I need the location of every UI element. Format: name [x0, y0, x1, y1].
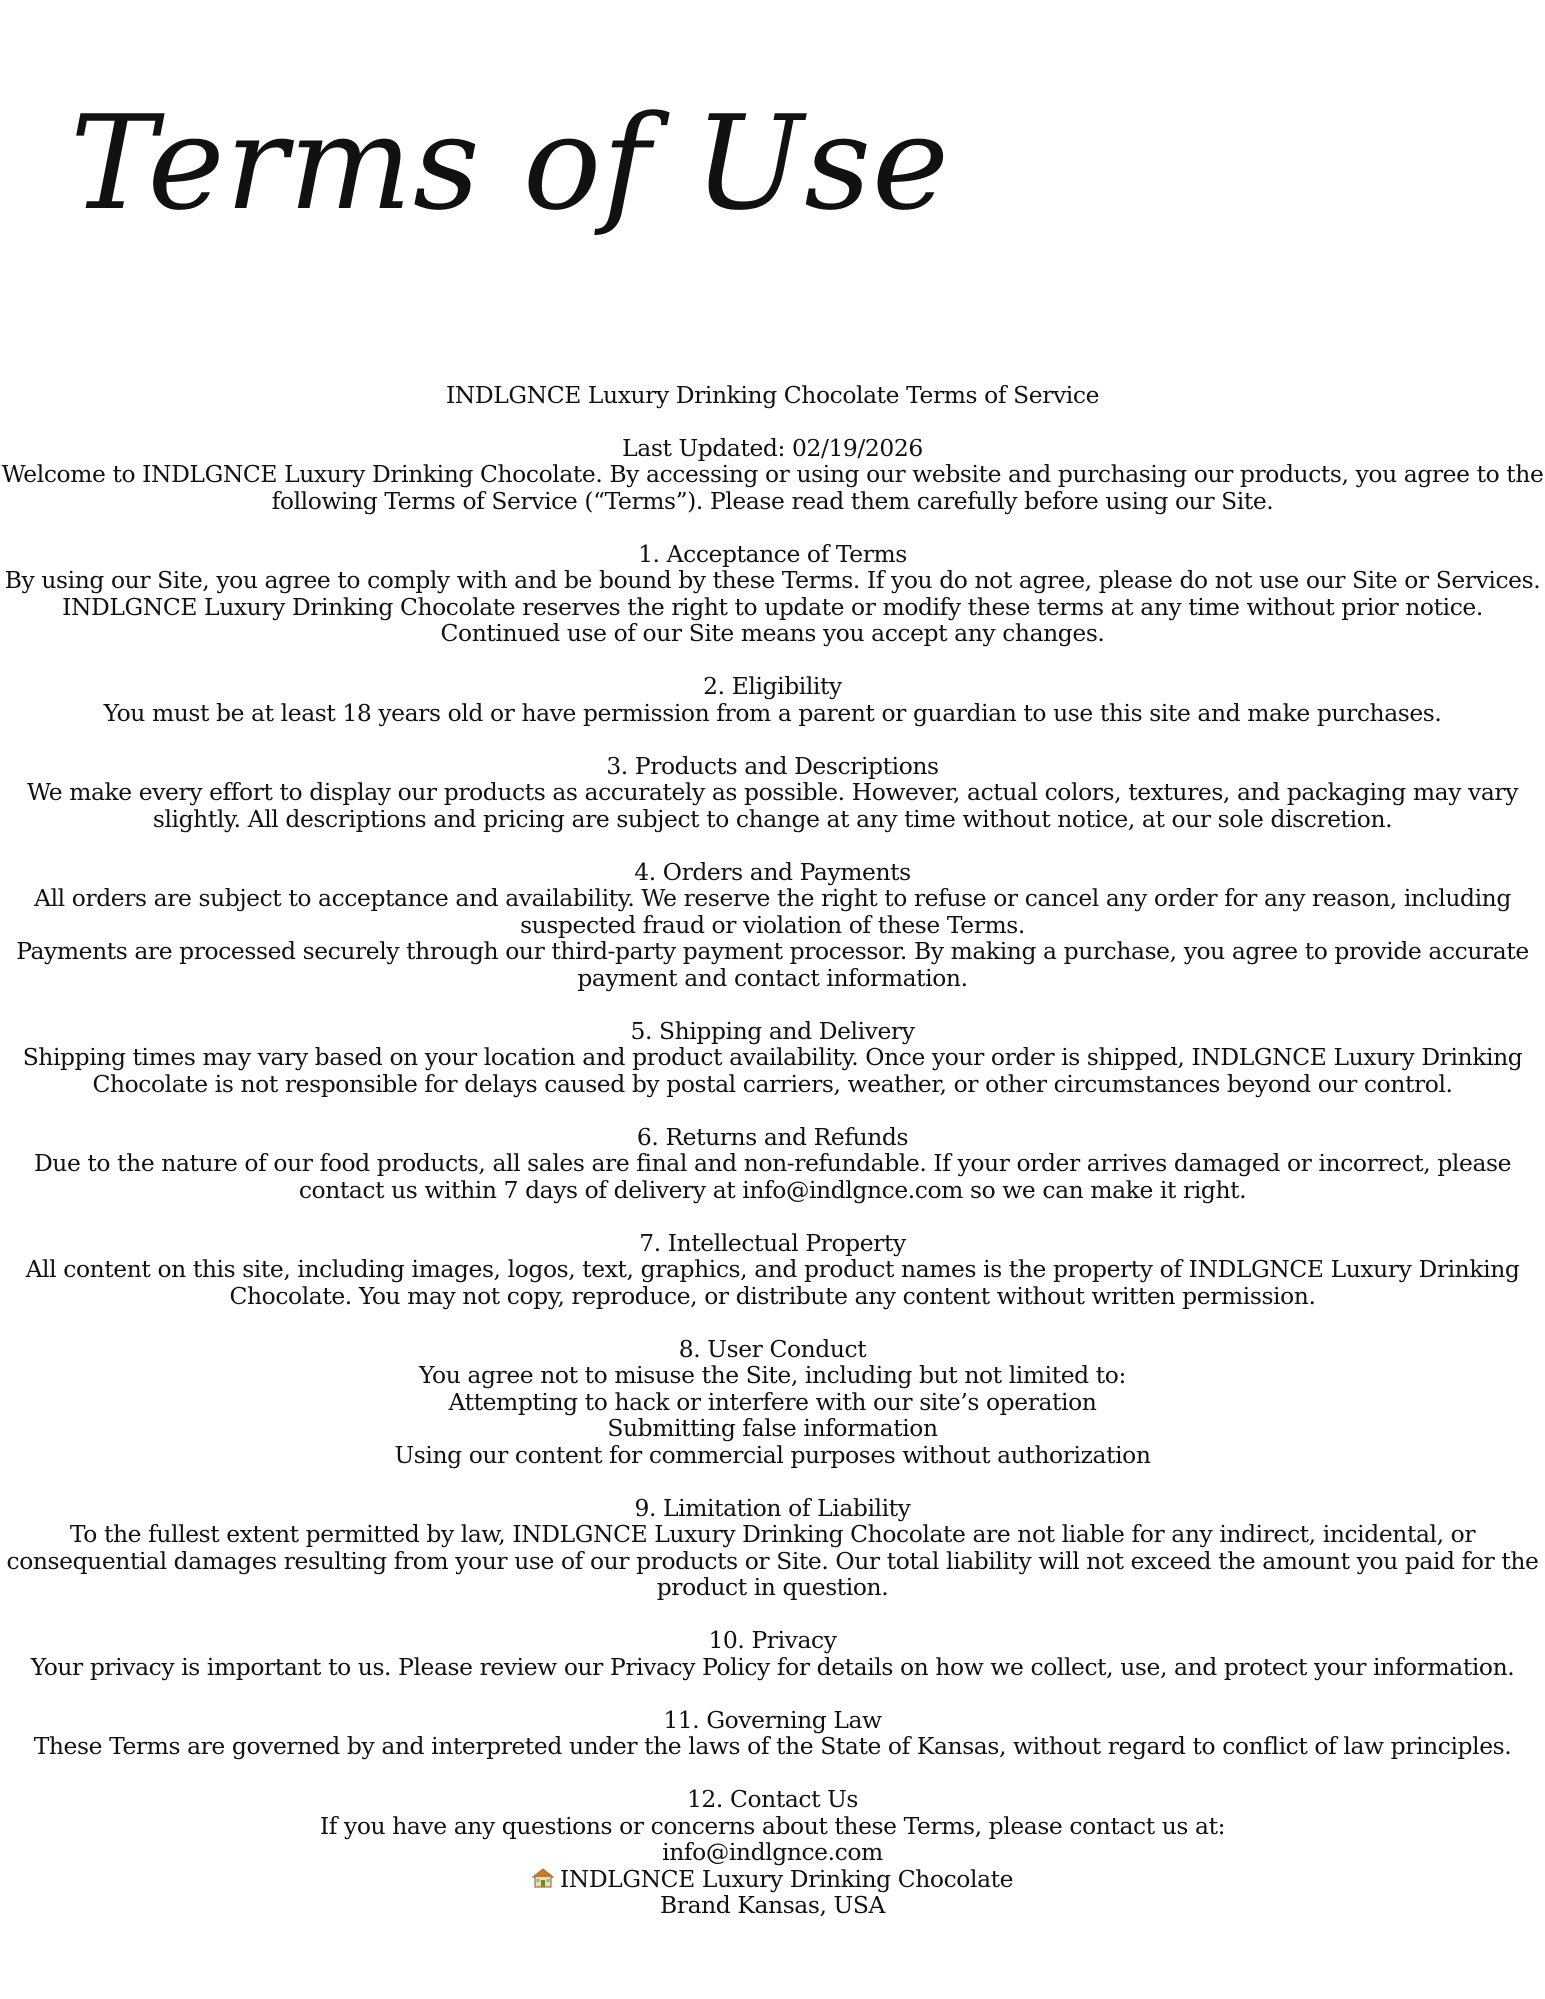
house-icon [532, 1868, 554, 1888]
section-text: All content on this site, including images, logos, text, graphics, and product names is the property of INDLGNCE Luxury Drinking Chocolate. You may not copy, reproduce, or distribute any content without written permission. [25, 1255, 1520, 1310]
section-text: Your privacy is important to us. Please review our Privacy Policy for details on how we collect, use, and protect your information. [30, 1652, 1515, 1681]
section-title: 6. Returns and Refunds [636, 1122, 909, 1151]
section-user-conduct [0, 1336, 1545, 1469]
section-eligibility [0, 673, 1545, 726]
section-acceptance [0, 541, 1545, 647]
section-returns [0, 1124, 1545, 1204]
section-intellectual-property [0, 1230, 1545, 1310]
contact-business-name: INDLGNCE Luxury Drinking Chocolate [559, 1864, 1014, 1893]
section-text: All orders are subject to acceptance and availability. We reserve the right to refuse or cancel any order for any reason, including suspected fraud or violation of these Terms. [34, 884, 1511, 939]
last-updated: Last Updated: 02/19/2026 [622, 433, 923, 462]
section-title: 1. Acceptance of Terms [638, 539, 907, 568]
intro-paragraph: Welcome to INDLGNCE Luxury Drinking Chocolate. By accessing or using our website and purchasing our products, you agree to the following Terms of Service (“Terms”). Please read them carefully before using our Site. [1, 460, 1544, 515]
section-title: 3. Products and Descriptions [606, 751, 939, 780]
section-privacy [0, 1627, 1545, 1680]
page-title: Terms of Use [70, 87, 950, 239]
section-title: 5. Shipping and Delivery [630, 1016, 915, 1045]
section-text: Due to the nature of our food products, all sales are final and non-refundable. If your order arrives damaged or incorrect, please contact us within 7 days of delivery at info@indlgnce.com so we can make it right. [33, 1149, 1512, 1204]
section-title: 11. Governing Law [663, 1705, 882, 1734]
contact-email: info@indlgnce.com [662, 1838, 883, 1866]
conduct-list-item: Attempting to hack or interfere with our site’s operation [448, 1387, 1097, 1416]
section-title: 2. Eligibility [703, 672, 842, 700]
contact-business [0, 1866, 1545, 1893]
section-title: 8. User Conduct [678, 1334, 867, 1363]
section-title: 10. Privacy [708, 1626, 837, 1654]
section-text: You must be at least 18 years old or have permission from a parent or guardian to use this site and make purchases. [103, 698, 1442, 727]
section-title: 9. Limitation of Liability [634, 1493, 911, 1522]
section-text: To the fullest extent permitted by law, INDLGNCE Luxury Drinking Chocolate are not liable for any indirect, incidental, or consequential damages resulting from your use of our products or Site. Our total liability will not exceed the amount you paid for the product in question. [6, 1520, 1539, 1601]
section-text: Shipping times may vary based on your location and product availability. Once your order is shipped, INDLGNCE Luxury Drinking Chocolate is not responsible for delays caused by postal carriers, weather, or other circumstances beyond our control. [22, 1043, 1523, 1098]
section-liability [0, 1495, 1545, 1601]
terms-body [0, 382, 1545, 1919]
section-shipping [0, 1018, 1545, 1098]
section-text: You agree not to misuse the Site, including but not limited to: [419, 1361, 1126, 1389]
document-heading: INDLGNCE Luxury Drinking Chocolate Terms of Service [445, 381, 1100, 409]
section-governing-law [0, 1707, 1545, 1760]
section-products [0, 753, 1545, 833]
conduct-list-item: Using our content for commercial purposes without authorization [394, 1440, 1151, 1469]
section-text: We make every effort to display our products as accurately as possible. However, actual colors, textures, and packaging may vary slightly. All descriptions and pricing are subject to change at any time without notice, at our sole discretion. [26, 778, 1519, 833]
section-text: Payments are processed securely through our third-party payment processor. By making a purchase, you agree to provide accurate payment and contact information. [16, 937, 1529, 992]
conduct-list-item: Submitting false information [607, 1414, 938, 1442]
contact-prompt: If you have any questions or concerns about these Terms, please contact us at: [319, 1811, 1226, 1840]
section-title: 7. Intellectual Property [639, 1228, 906, 1257]
section-text: These Terms are governed by and interpreted under the laws of the State of Kansas, without regard to conflict of law principles. [33, 1732, 1512, 1760]
section-text: By using our Site, you agree to comply with and be bound by these Terms. If you do not agree, please do not use our Site or Services. INDLGNCE Luxury Drinking Chocolate reserves the right to update or modify these terms at any time without prior notice. Continued use of our Site means you accept any changes. [4, 566, 1541, 647]
section-contact [0, 1786, 1545, 1919]
contact-location: Brand Kansas, USA [660, 1891, 885, 1919]
section-title: 4. Orders and Payments [634, 857, 911, 886]
section-orders [0, 859, 1545, 992]
section-title: 12. Contact Us [686, 1785, 859, 1813]
